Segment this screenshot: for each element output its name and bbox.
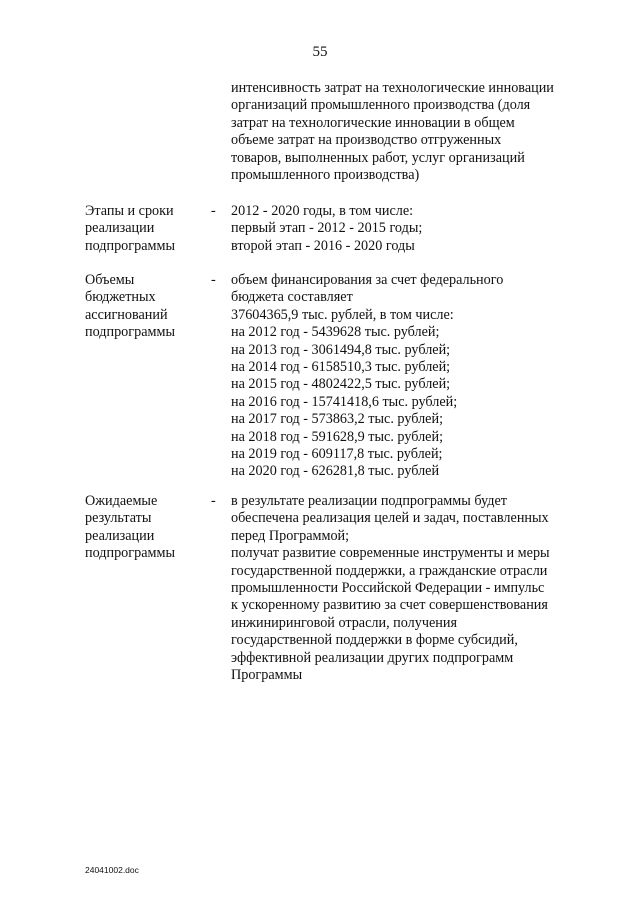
intro-line: объеме затрат на производство отгруженных: [231, 132, 502, 149]
content-line: получат развитие современные инструменты и меры: [231, 545, 550, 562]
content-line: на 2015 год - 4802422,5 тыс. рублей;: [231, 376, 451, 393]
page-number: 55: [312, 44, 328, 60]
label-line: бюджетных: [85, 289, 156, 306]
intro-line: организаций промышленного производства (доля: [231, 97, 531, 114]
content-line: на 2020 год - 626281,8 тыс. рублей: [231, 463, 440, 480]
content-line: бюджета составляет: [231, 289, 353, 306]
content-line: на 2018 год - 591628,9 тыс. рублей;: [231, 428, 444, 445]
label-line: подпрограммы: [85, 237, 175, 254]
content-line: объем финансирования за счет федерального: [231, 272, 504, 288]
label-line: ассигнований: [85, 306, 168, 323]
label-line: Ожидаемые: [85, 493, 158, 509]
content-line: на 2013 год - 3061494,8 тыс. рублей;: [231, 341, 451, 358]
label-line: Этапы и сроки: [85, 203, 174, 219]
content-line: в результате реализации подпрограммы будет: [231, 493, 507, 509]
content-line: первый этап - 2012 - 2015 годы;: [231, 220, 423, 237]
label-line: подпрограммы: [85, 545, 175, 562]
label-line: реализации: [85, 527, 155, 544]
label-line: подпрограммы: [85, 324, 175, 341]
section-label: [85, 272, 205, 342]
content-line: на 2012 год - 5439628 тыс. рублей;: [231, 324, 440, 341]
content-line: государственной поддержки, а гражданские отрасли: [231, 562, 548, 579]
content-line: к ускоренному развитию за счет совершенствования: [231, 597, 548, 614]
section-dash: -: [211, 203, 216, 219]
content-line: второй этап - 2016 - 2020 годы: [231, 237, 415, 254]
label-line: результаты: [85, 510, 152, 527]
section-label: [85, 493, 205, 563]
content-line: обеспечена реализация целей и задач, поставленных: [231, 510, 549, 527]
footer-filename: 24041002.doc: [85, 865, 139, 875]
intro-line: затрат на технологические инновации в общем: [231, 114, 515, 131]
intro-line: промышленного производства): [231, 167, 420, 184]
content-line: 2012 - 2020 годы, в том числе:: [231, 203, 414, 219]
intro-paragraph: [231, 80, 554, 184]
content-line: эффективной реализации других подпрограмм: [231, 649, 514, 666]
content-line: на 2019 год - 609117,8 тыс. рублей;: [231, 446, 443, 463]
content-line: на 2016 год - 15741418,6 тыс. рублей;: [231, 393, 458, 410]
section-dash: -: [211, 493, 216, 509]
content-line: промышленности Российской Федерации - импульс: [231, 580, 545, 597]
content-line: государственной поддержки в форме субсидий,: [231, 632, 518, 649]
content-line: Программы: [231, 667, 303, 684]
section-content: [231, 272, 591, 481]
content-line: перед Программой;: [231, 527, 350, 544]
label-line: Объемы: [85, 272, 135, 288]
intro-line: интенсивность затрат на технологические инновации: [231, 80, 554, 96]
content-line: на 2014 год - 6158510,3 тыс. рублей;: [231, 359, 451, 376]
content-line: инжиниринговой отрасли, получения: [231, 614, 457, 631]
section-dash: -: [211, 272, 216, 288]
label-line: реализации: [85, 220, 155, 237]
section-label: [85, 203, 205, 255]
content-line: 37604365,9 тыс. рублей, в том числе:: [231, 306, 454, 323]
intro-line: товаров, выполненных работ, услуг организаций: [231, 149, 525, 166]
section-content: [231, 203, 591, 255]
content-line: на 2017 год - 573863,2 тыс. рублей;: [231, 411, 444, 428]
section-content: [231, 493, 591, 684]
